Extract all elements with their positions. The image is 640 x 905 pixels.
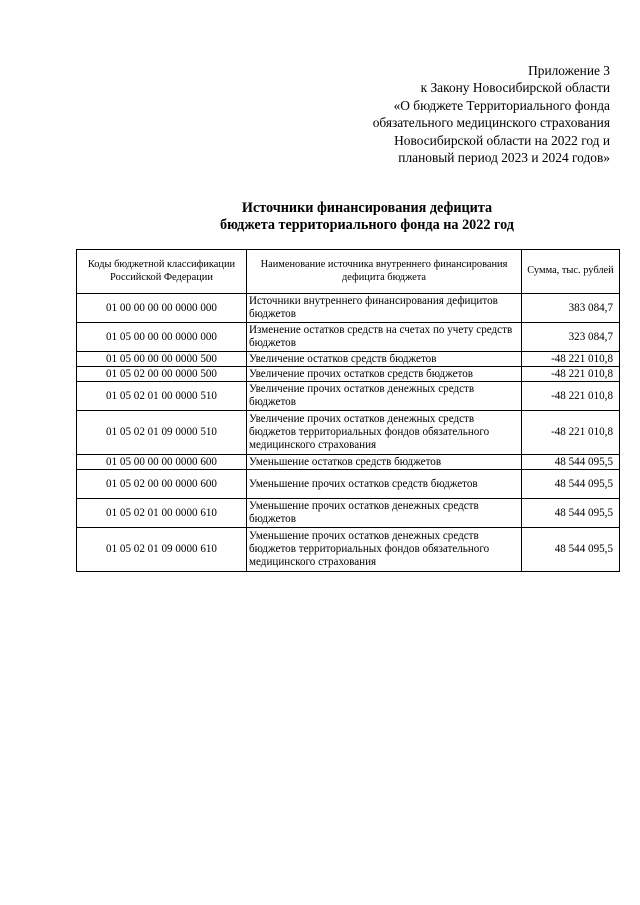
row-amount-cell: -48 221 010,8 [522, 352, 620, 367]
table-header-row [77, 250, 620, 294]
table-body [77, 294, 620, 572]
appendix-header [190, 62, 610, 166]
row-name-cell: Увеличение прочих остатков средств бюджетов [247, 367, 522, 382]
row-name-cell: Изменение остатков средств на счетах по учету средств бюджетов [247, 323, 522, 352]
row-code-cell: 01 05 02 01 00 0000 510 [77, 382, 247, 411]
table-row [77, 455, 620, 470]
budget-sources-table [76, 249, 620, 572]
table-row [77, 367, 620, 382]
appendix-line: к Закону Новосибирской области [420, 80, 610, 96]
row-amount-cell: -48 221 010,8 [522, 382, 620, 411]
document-title [0, 200, 640, 234]
row-name-cell: Уменьшение остатков средств бюджетов [247, 455, 522, 470]
row-amount-cell: 48 544 095,5 [522, 528, 620, 572]
row-code-cell: 01 05 02 01 09 0000 610 [77, 528, 247, 572]
row-name-cell: Уменьшение прочих остатков денежных средств бюджетов [247, 499, 522, 528]
row-name-cell: Увеличение прочих остатков денежных средств бюджетов территориальных фондов обязательного медицинского страхования [247, 411, 522, 455]
row-code-cell: 01 05 02 01 00 0000 610 [77, 499, 247, 528]
row-code-cell: 01 05 00 00 00 0000 500 [77, 352, 247, 367]
table-row [77, 382, 620, 411]
title-line-1: Источники финансирования дефицита [241, 200, 493, 216]
header-codes: Коды бюджетной классификации Российской Федерации [77, 250, 247, 294]
row-amount-cell: 48 544 095,5 [522, 499, 620, 528]
table-row [77, 470, 620, 499]
row-amount-cell: 48 544 095,5 [522, 455, 620, 470]
appendix-line: обязательного медицинского страхования [372, 115, 610, 131]
table-row [77, 294, 620, 323]
row-name-cell: Уменьшение прочих остатков средств бюджетов [247, 470, 522, 499]
row-code-cell: 01 00 00 00 00 0000 000 [77, 294, 247, 323]
row-amount-cell: 323 084,7 [522, 323, 620, 352]
row-code-cell: 01 05 02 01 09 0000 510 [77, 411, 247, 455]
appendix-line: плановый период 2023 и 2024 годов» [398, 150, 610, 166]
row-code-cell: 01 05 00 00 00 0000 000 [77, 323, 247, 352]
row-code-cell: 01 05 02 00 00 0000 500 [77, 367, 247, 382]
row-amount-cell: -48 221 010,8 [522, 411, 620, 455]
row-name-cell: Источники внутреннего финансирования дефицитов бюджетов [247, 294, 522, 323]
row-amount-cell: -48 221 010,8 [522, 367, 620, 382]
table-row [77, 352, 620, 367]
appendix-line: Приложение 3 [528, 63, 610, 78]
row-amount-cell: 48 544 095,5 [522, 470, 620, 499]
appendix-line: Новосибирской области на 2022 год и [394, 132, 610, 148]
row-code-cell: 01 05 02 00 00 0000 600 [77, 470, 247, 499]
table-row [77, 499, 620, 528]
table-row [77, 528, 620, 572]
header-amount: Сумма, тыс. рублей [522, 250, 620, 294]
row-name-cell: Уменьшение прочих остатков денежных средств бюджетов территориальных фондов обязательного медицинского страхования [247, 528, 522, 572]
appendix-line: «О бюджете Территориального фонда [393, 97, 610, 113]
table-row [77, 323, 620, 352]
row-amount-cell: 383 084,7 [522, 294, 620, 323]
title-line-2: бюджета территориального фонда на 2022 год [220, 217, 514, 233]
row-code-cell: 01 05 00 00 00 0000 600 [77, 455, 247, 470]
header-name: Наименование источника внутреннего финансирования дефицита бюджета [247, 250, 522, 294]
row-name-cell: Увеличение остатков средств бюджетов [247, 352, 522, 367]
table-row [77, 411, 620, 455]
row-name-cell: Увеличение прочих остатков денежных средств бюджетов [247, 382, 522, 411]
